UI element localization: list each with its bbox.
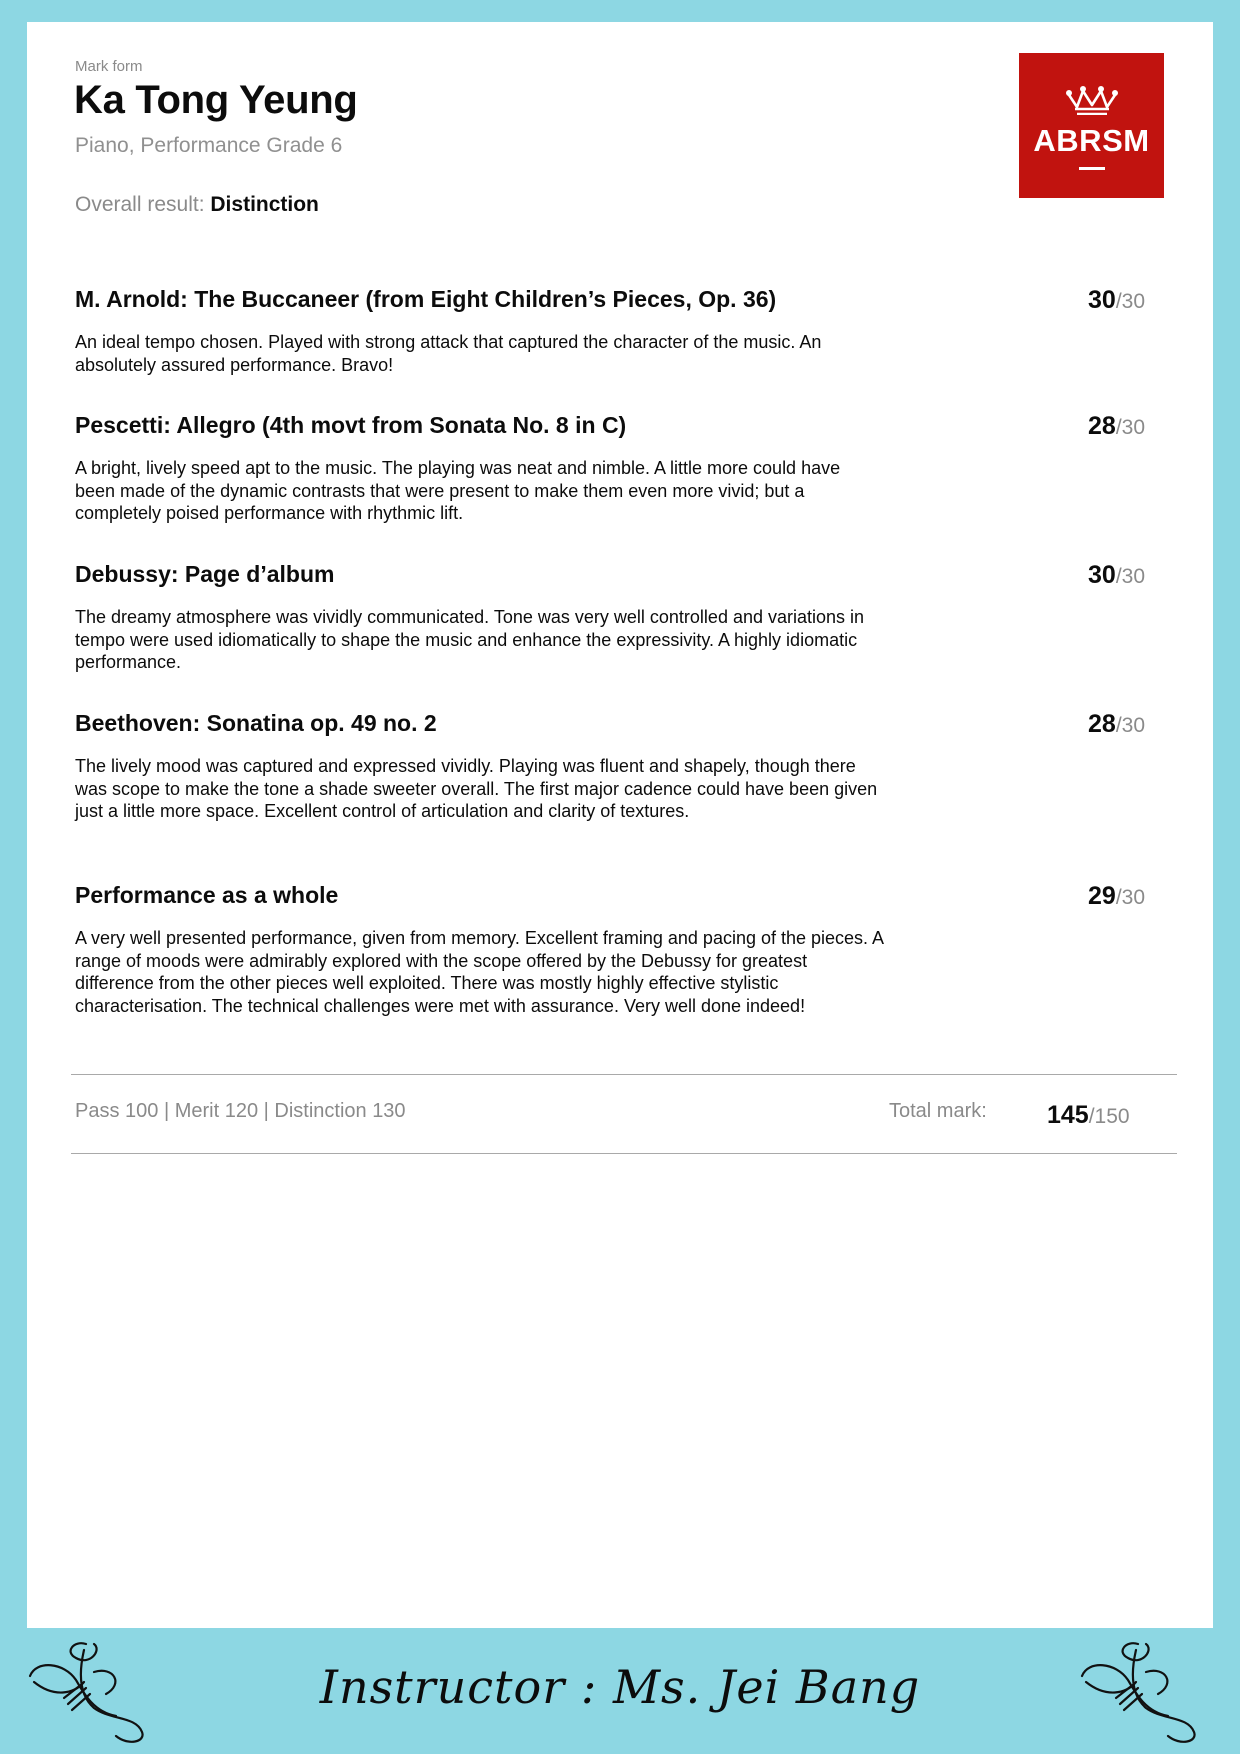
total-mark-label: Total mark: <box>889 1100 987 1122</box>
section-comment: The lively mood was captured and expressed vividly. Playing was fluent and shapely, though there was scope to make the tone a shade sweeter overall. The first major cadence could have been given just a little more space. Excellent control of articulation and clarity of textures. <box>75 756 878 821</box>
mark-awarded: 28 <box>1088 412 1116 440</box>
instructor-signature-line: Instructor : Ms. Jei Bang <box>319 1660 921 1714</box>
mark-form-sheet <box>27 22 1213 1628</box>
mark-max: /30 <box>1115 290 1146 313</box>
grade-thresholds: Pass 100 | Merit 120 | Distinction 130 <box>75 1100 406 1122</box>
section-mark <box>1088 286 1145 315</box>
total-mark <box>1047 1101 1130 1130</box>
divider-bottom <box>71 1153 1177 1154</box>
section-title: Performance as a whole <box>75 882 339 908</box>
logo-underline <box>1079 167 1105 170</box>
section-title: Beethoven: Sonatina op. 49 no. 2 <box>75 710 437 736</box>
total-mark-awarded: 145 <box>1047 1101 1089 1129</box>
section-title: Pescetti: Allegro (4th movt from Sonata No. 8 in C) <box>75 412 627 438</box>
mark-awarded: 29 <box>1088 882 1116 910</box>
overall-result-value: Distinction <box>210 193 319 216</box>
section-comment: An ideal tempo chosen. Played with strong attack that captured the character of the music. An absolutely assured performance. Bravo! <box>75 332 822 375</box>
section-mark <box>1088 412 1145 441</box>
divider-top <box>71 1074 1177 1075</box>
section-title: M. Arnold: The Buccaneer (from Eight Children’s Pieces, Op. 36) <box>75 286 777 312</box>
mark-max: /30 <box>1115 886 1146 909</box>
student-name: Ka Tong Yeung <box>74 78 358 122</box>
exam-subtitle: Piano, Performance Grade 6 <box>75 134 343 157</box>
section-comment: The dreamy atmosphere was vividly communicated. Tone was very well controlled and variations in tempo were used idiomatically to shape the music and enhance the expressivity. A highly idiomatic performance. <box>75 607 865 672</box>
logo-wordmark: ABRSM <box>1033 123 1150 158</box>
section-title: Debussy: Page d’album <box>75 561 335 587</box>
crown-icon <box>1065 83 1119 115</box>
section-mark <box>1088 710 1145 739</box>
mark-awarded: 30 <box>1088 561 1116 589</box>
mark-max: /30 <box>1115 416 1146 439</box>
mark-awarded: 30 <box>1088 286 1116 314</box>
mark-max: /30 <box>1115 565 1146 588</box>
form-kicker: Mark form <box>75 58 143 75</box>
overall-result-label: Overall result: <box>75 193 205 216</box>
section-comment: A very well presented performance, given from memory. Excellent framing and pacing of the pieces. A range of moods were admirably explored with the scope offered by the Debussy for greatest difference from the other pieces well exploited. There was mostly highly effective stylistic characterisation. The technical challenges were met with assurance. Very well done indeed! <box>75 928 884 1016</box>
total-mark-max: /150 <box>1088 1105 1130 1128</box>
mark-awarded: 28 <box>1088 710 1116 738</box>
section-mark <box>1088 882 1145 911</box>
section-comment: A bright, lively speed apt to the music. The playing was neat and nimble. A little more could have been made of the dynamic contrasts that were present to make them even more vivid; but a completely poised performance with rhythmic lift. <box>75 458 841 523</box>
mark-max: /30 <box>1115 714 1146 737</box>
section-mark <box>1088 561 1145 590</box>
abrsm-logo <box>1019 53 1164 198</box>
overall-result <box>75 193 319 217</box>
